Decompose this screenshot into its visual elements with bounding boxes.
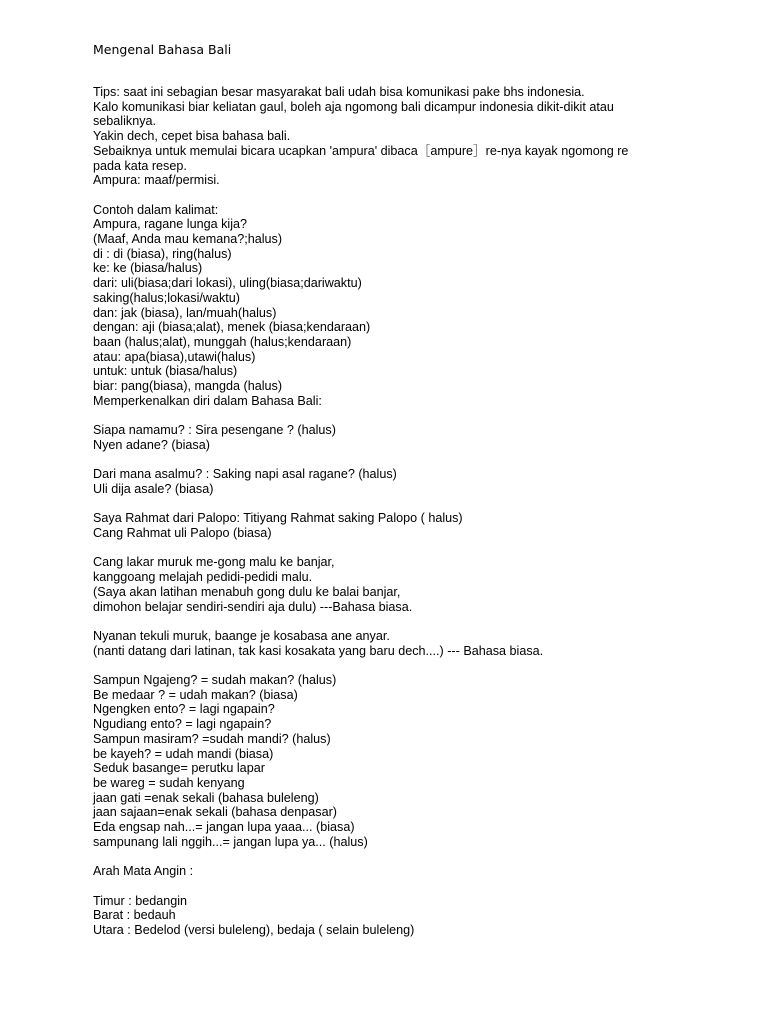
document-title: Mengenal Bahasa Bali xyxy=(93,42,232,57)
text-line: Cang Rahmat uli Palopo (biasa) xyxy=(93,526,272,541)
text-line: jaan sajaan=enak sekali (bahasa denpasar) xyxy=(93,805,337,820)
text-line: be wareg = sudah kenyang xyxy=(93,775,245,790)
text-line: jaan gati =enak sekali (bahasa buleleng) xyxy=(93,790,319,805)
text-line: Ngudiang ento? = lagi ngapain? xyxy=(93,717,272,732)
text-line: Nyen adane? (biasa) xyxy=(93,437,210,452)
text-line: untuk: untuk (biasa/halus) xyxy=(93,364,238,379)
text-line: Memperkenalkan diri dalam Bahasa Bali: xyxy=(93,393,322,408)
text-line: Kalo komunikasi biar keliatan gaul, boleh aja ngomong bali dicampur indonesia dikit-dikit atau xyxy=(93,99,614,114)
blank-line xyxy=(93,849,693,864)
text-line: biar: pang(biasa), mangda (halus) xyxy=(93,379,283,394)
text-line: Siapa namamu? : Sira pesengane ? (halus) xyxy=(93,423,336,438)
text-line: Ampura: maaf/permisi. xyxy=(93,173,220,188)
blank-line xyxy=(93,541,693,556)
document-body xyxy=(93,85,693,938)
blank-line xyxy=(93,453,693,468)
text-line: Yakin dech, cepet bisa bahasa bali. xyxy=(93,129,291,144)
text-line: Cang lakar muruk me-gong malu ke banjar, xyxy=(93,555,335,570)
text-line: baan (halus;alat), munggah (halus;kendaraan) xyxy=(93,334,352,349)
text-line: kanggoang melajah pedidi-pedidi malu. xyxy=(93,570,313,585)
blank-line xyxy=(93,188,693,203)
text-line: Be medaar ? = udah makan? (biasa) xyxy=(93,687,298,702)
text-line: Tips: saat ini sebagian besar masyarakat bali udah bisa komunikasi pake bhs indonesia. xyxy=(93,85,585,99)
text-line: saking(halus;lokasi/waktu) xyxy=(93,290,240,305)
text-line: Timur : bedangin xyxy=(93,893,188,908)
text-line: Sampun Ngajeng? = sudah makan? (halus) xyxy=(93,673,337,688)
text-line: Sebaiknya untuk memulai bicara ucapkan 'ampura' dibaca［ampure］re-nya kayak ngomong re xyxy=(93,143,629,158)
text-line: (Saya akan latihan menabuh gong dulu ke balai banjar, xyxy=(93,584,401,599)
text-line: Contoh dalam kalimat: xyxy=(93,202,219,217)
text-line: (Maaf, Anda mau kemana?;halus) xyxy=(93,232,283,247)
text-line: ke: ke (biasa/halus) xyxy=(93,261,203,276)
text-line: Seduk basange= perutku lapar xyxy=(93,761,265,776)
text-line: Utara : Bedelod (versi buleleng), bedaja ( selain buleleng) xyxy=(93,922,415,937)
text-line: Saya Rahmat dari Palopo: Titiyang Rahmat saking Palopo ( halus) xyxy=(93,511,463,526)
text-line: Sampun masiram? =sudah mandi? (halus) xyxy=(93,731,331,746)
text-line: sebaliknya. xyxy=(93,114,157,129)
blank-line xyxy=(93,408,693,423)
blank-line xyxy=(93,497,693,512)
blank-line xyxy=(93,879,693,894)
text-line: dengan: aji (biasa;alat), menek (biasa;kendaraan) xyxy=(93,320,371,335)
text-line: be kayeh? = udah mandi (biasa) xyxy=(93,746,274,761)
text-line: sampunang lali nggih...= jangan lupa ya... (halus) xyxy=(93,834,368,849)
text-line: dimohon belajar sendiri-sendiri aja dulu) ---Bahasa biasa. xyxy=(93,599,413,614)
text-line: Ampura, ragane lunga kija? xyxy=(93,217,248,232)
text-line: pada kata resep. xyxy=(93,158,187,173)
text-line: (nanti datang dari latinan, tak kasi kosakata yang baru dech....) --- Bahasa biasa. xyxy=(93,643,544,658)
text-line: Ngengken ento? = lagi ngapain? xyxy=(93,702,275,717)
text-line: dan: jak (biasa), lan/muah(halus) xyxy=(93,305,277,320)
blank-line xyxy=(93,614,693,629)
blank-line xyxy=(93,658,693,673)
text-line: Nyanan tekuli muruk, baange je kosabasa ane anyar. xyxy=(93,628,390,643)
text-line: atau: apa(biasa),utawi(halus) xyxy=(93,349,256,364)
text-line: Uli dija asale? (biasa) xyxy=(93,481,214,496)
text-line: Eda engsap nah...= jangan lupa yaaa... (biasa) xyxy=(93,820,355,835)
text-line: Dari mana asalmu? : Saking napi asal ragane? (halus) xyxy=(93,467,397,482)
text-line: di : di (biasa), ring(halus) xyxy=(93,246,232,261)
text-line: Arah Mata Angin : xyxy=(93,864,194,879)
text-line: dari: uli(biasa;dari lokasi), uling(biasa;dariwaktu) xyxy=(93,276,362,291)
text-line: Barat : bedauh xyxy=(93,908,176,923)
